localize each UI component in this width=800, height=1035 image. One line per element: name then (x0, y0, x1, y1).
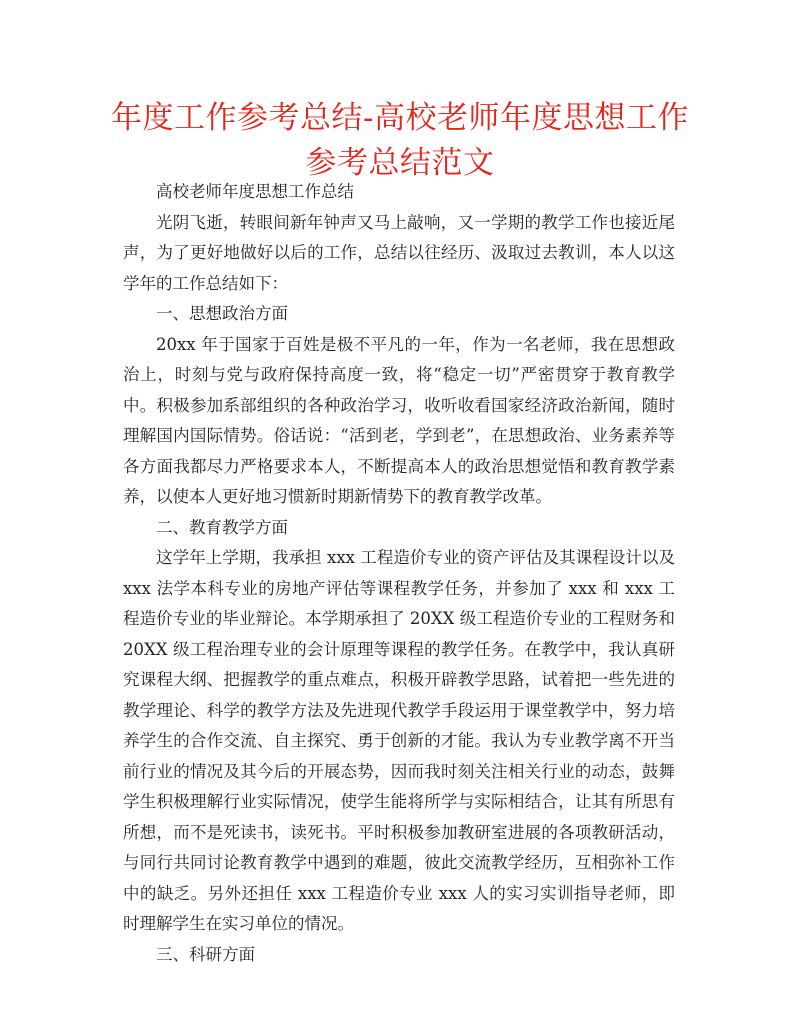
section-heading-teaching: 二、教育教学方面 (156, 517, 288, 537)
intro-paragraph: 光阴飞逝，转眼间新年钟声又马上敲响，又一学期的教学工作也接近尾声，为了更好地做好以后的工作，总结以往经历、汲取过去教训，本人以这学年的工作总结如下： (123, 212, 675, 293)
document-body (123, 177, 675, 970)
section-body-politics: 20xx 年于国家于百姓是极不平凡的一年，作为一名老师，我在思想政治上，时刻与党与政府保持高度一致，将“稳定一切”严密贯穿于教育教学中。积极参加系部组织的各种政治学习，收听收看国家经济政治新闻，随时理解国内国际情势。俗话说：“活到老，学到老”，在思想政治、业务素养等各方面我都尽力严格要求本人，不断提高本人的政治思想觉悟和教育教学素养，以使本人更好地习惯新时期新情势下的教育教学改革。 (123, 334, 675, 506)
section-heading-politics: 一、思想政治方面 (156, 304, 288, 323)
section-heading-research: 三、科研方面 (156, 944, 255, 964)
document-title: 年度工作参考总结-高校老师年度思想工作参考总结范文 (111, 100, 689, 181)
section-body-teaching: 这学年上学期，我承担 xxx 工程造价专业的资产评估及其课程设计以及 xxx 法学本科专业的房地产评估等课程教学任务，并参加了 xxx 和 xxx 工程造价专业的毕业辩论。本学期承担了 20XX 级工程造价专业的工程财务和 20XX 级工程治理专业的会计原理等课程的教学任务。在教学中，我认真研究课程大纲、把握教学的重点难点，积极开辟教学思路，试着把一些先进的教学理论、科学的教学方法及先进现代教学手段运用于课堂教学中，努力培养学生的合作交流、自主探究、勇于创新的才能。我认为专业教学离不开当前行业的情况及其今后的开展态势，因而我时刻关注相关行业的动态，鼓舞学生积极理解行业实际情况，使学生能将所学与实际相结合，让其有所思有所想，而不是死读书，读死书。平时积极参加教研室进展的各项教研活动，与同行共同讨论教育教学中遇到的难题，彼此交流教学经历，互相弥补工作中的缺乏。另外还担任 xxx 工程造价专业 xxx 人的实习实训指导老师，即时理解学生在实习单位的情况。 (123, 548, 675, 933)
document-subtitle: 高校老师年度思想工作总结 (156, 182, 354, 201)
